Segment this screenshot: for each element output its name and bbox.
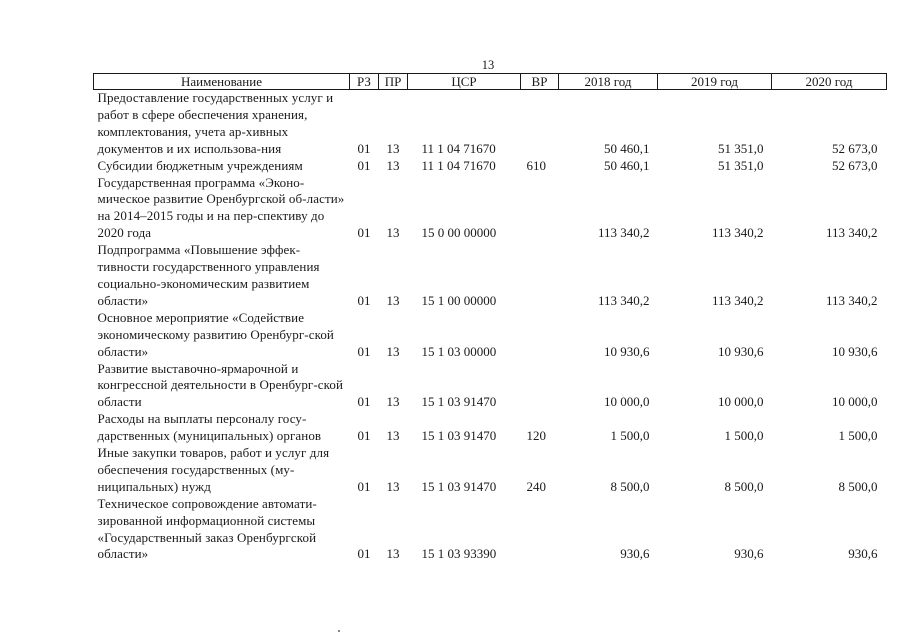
table-row xyxy=(94,496,887,564)
cell-csr: 15 1 03 00000 xyxy=(421,343,497,359)
cell-pr: 13 xyxy=(386,394,400,410)
cell-vr xyxy=(521,361,559,412)
cell-name: Предоставление государственных услуг и работ в сфере обеспечения хранения, комплектования, учета ар-хивных документов и их использова-ния xyxy=(97,90,334,156)
cell-rz: 01 xyxy=(357,478,371,494)
cell-2019: 1 500,0 xyxy=(724,428,764,444)
header-pr: ПР xyxy=(379,74,408,90)
table-header xyxy=(94,74,887,90)
cell-csr: 15 1 03 91470 xyxy=(421,428,497,444)
cell-csr: 15 1 03 93390 xyxy=(421,546,497,562)
cell-2018: 1 500,0 xyxy=(610,428,650,444)
cell-rz: 01 xyxy=(357,140,371,156)
cell-2020: 10 930,6 xyxy=(832,343,878,359)
header-rz: РЗ xyxy=(350,74,379,90)
cell-rz: 01 xyxy=(357,157,371,173)
cell-csr: 15 1 03 91470 xyxy=(421,478,497,494)
cell-2018: 113 340,2 xyxy=(597,292,650,308)
cell-name: Основное мероприятие «Содействие экономическому развитию Оренбург-ской области» xyxy=(97,309,334,359)
table-row xyxy=(94,175,887,243)
cell-2019: 113 340,2 xyxy=(711,225,764,241)
table-row xyxy=(94,361,887,412)
cell-2018: 113 340,2 xyxy=(597,225,650,241)
cell-name: Подпрограмма «Повышение эффек-тивности государственного управления социально-экономическим развитием области» xyxy=(97,242,320,308)
cell-pr: 13 xyxy=(386,428,400,444)
cell-2019: 8 500,0 xyxy=(724,478,764,494)
cell-2020: 52 673,0 xyxy=(832,157,878,173)
cell-rz: 01 xyxy=(357,394,371,410)
table-row xyxy=(94,158,887,175)
cell-rz: 01 xyxy=(357,292,371,308)
cell-2019: 51 351,0 xyxy=(718,140,764,156)
cell-name: Иные закупки товаров, работ и услуг для обеспечения государственных (му-ниципальных) нужд xyxy=(97,445,330,494)
table-row xyxy=(94,411,887,445)
table-body xyxy=(94,90,887,564)
cell-2019: 51 351,0 xyxy=(718,157,764,173)
cell-2020: 8 500,0 xyxy=(838,478,878,494)
cell-pr: 13 xyxy=(386,478,400,494)
cell-2018: 8 500,0 xyxy=(610,478,650,494)
cell-2020: 113 340,2 xyxy=(825,292,878,308)
cell-pr: 13 xyxy=(386,140,400,156)
cell-name: Субсидии бюджетным учреждениям xyxy=(97,157,303,173)
cell-2018: 930,6 xyxy=(620,546,650,562)
table-row xyxy=(94,310,887,361)
cell-pr: 13 xyxy=(386,157,400,173)
header-vr: ВР xyxy=(521,74,559,90)
cell-2018: 50 460,1 xyxy=(604,140,650,156)
cell-csr: 15 1 03 91470 xyxy=(421,394,497,410)
header-2020: 2020 год xyxy=(772,74,887,90)
cell-2019: 930,6 xyxy=(734,546,764,562)
cell-2019: 10 000,0 xyxy=(718,394,764,410)
budget-table xyxy=(93,73,887,563)
cell-rz: 01 xyxy=(357,343,371,359)
cell-name: Расходы на выплаты персоналу госу-дарственных (муниципальных) органов xyxy=(97,411,322,444)
cell-pr: 13 xyxy=(386,343,400,359)
header-row xyxy=(94,74,887,90)
cell-vr: 240 xyxy=(526,478,546,494)
cell-2018: 50 460,1 xyxy=(604,157,650,173)
cell-name: Развитие выставочно-ярмарочной и конгрессной деятельности в Оренбург-ской области xyxy=(97,360,344,410)
header-name: Наименование xyxy=(94,74,350,90)
header-csr: ЦСР xyxy=(408,74,521,90)
cell-vr xyxy=(521,90,559,158)
cell-pr: 13 xyxy=(386,225,400,241)
cell-vr: 610 xyxy=(526,157,546,173)
cell-vr: 120 xyxy=(526,428,546,444)
cell-csr: 15 0 00 00000 xyxy=(421,225,497,241)
cell-csr: 15 1 00 00000 xyxy=(421,292,497,308)
table-row xyxy=(94,242,887,310)
header-2019: 2019 год xyxy=(658,74,772,90)
cell-name: Техническое сопровождение автомати-зированной информационной системы «Государственный заказ Оренбургской области» xyxy=(97,495,317,562)
cell-2018: 10 000,0 xyxy=(604,394,650,410)
cell-vr xyxy=(521,310,559,361)
cell-2020: 930,6 xyxy=(848,546,878,562)
cell-2020: 10 000,0 xyxy=(832,394,878,410)
cell-2019: 113 340,2 xyxy=(711,292,764,308)
cell-pr: 13 xyxy=(386,292,400,308)
cell-rz: 01 xyxy=(357,225,371,241)
cell-vr xyxy=(521,496,559,564)
header-2018: 2018 год xyxy=(559,74,658,90)
cell-2019: 10 930,6 xyxy=(718,343,764,359)
cell-name: Государственная программа «Эконо-мическое развитие Оренбургской об-ласти» на 2014–2015 годы и на пер-спективу до 2020 года xyxy=(97,174,345,241)
cell-csr: 11 1 04 71670 xyxy=(421,140,496,156)
table-row xyxy=(94,90,887,158)
cell-rz: 01 xyxy=(357,428,371,444)
cell-2020: 52 673,0 xyxy=(832,140,878,156)
page-number: 13 xyxy=(481,58,495,72)
cell-2020: 113 340,2 xyxy=(825,225,878,241)
cell-2018: 10 930,6 xyxy=(604,343,650,359)
cell-rz: 01 xyxy=(357,546,371,562)
cell-csr: 11 1 04 71670 xyxy=(421,157,496,173)
table-row xyxy=(94,445,887,496)
cell-pr: 13 xyxy=(386,546,400,562)
cell-vr xyxy=(521,242,559,310)
scan-speck xyxy=(338,630,340,632)
cell-2020: 1 500,0 xyxy=(838,428,878,444)
cell-vr xyxy=(521,175,559,243)
